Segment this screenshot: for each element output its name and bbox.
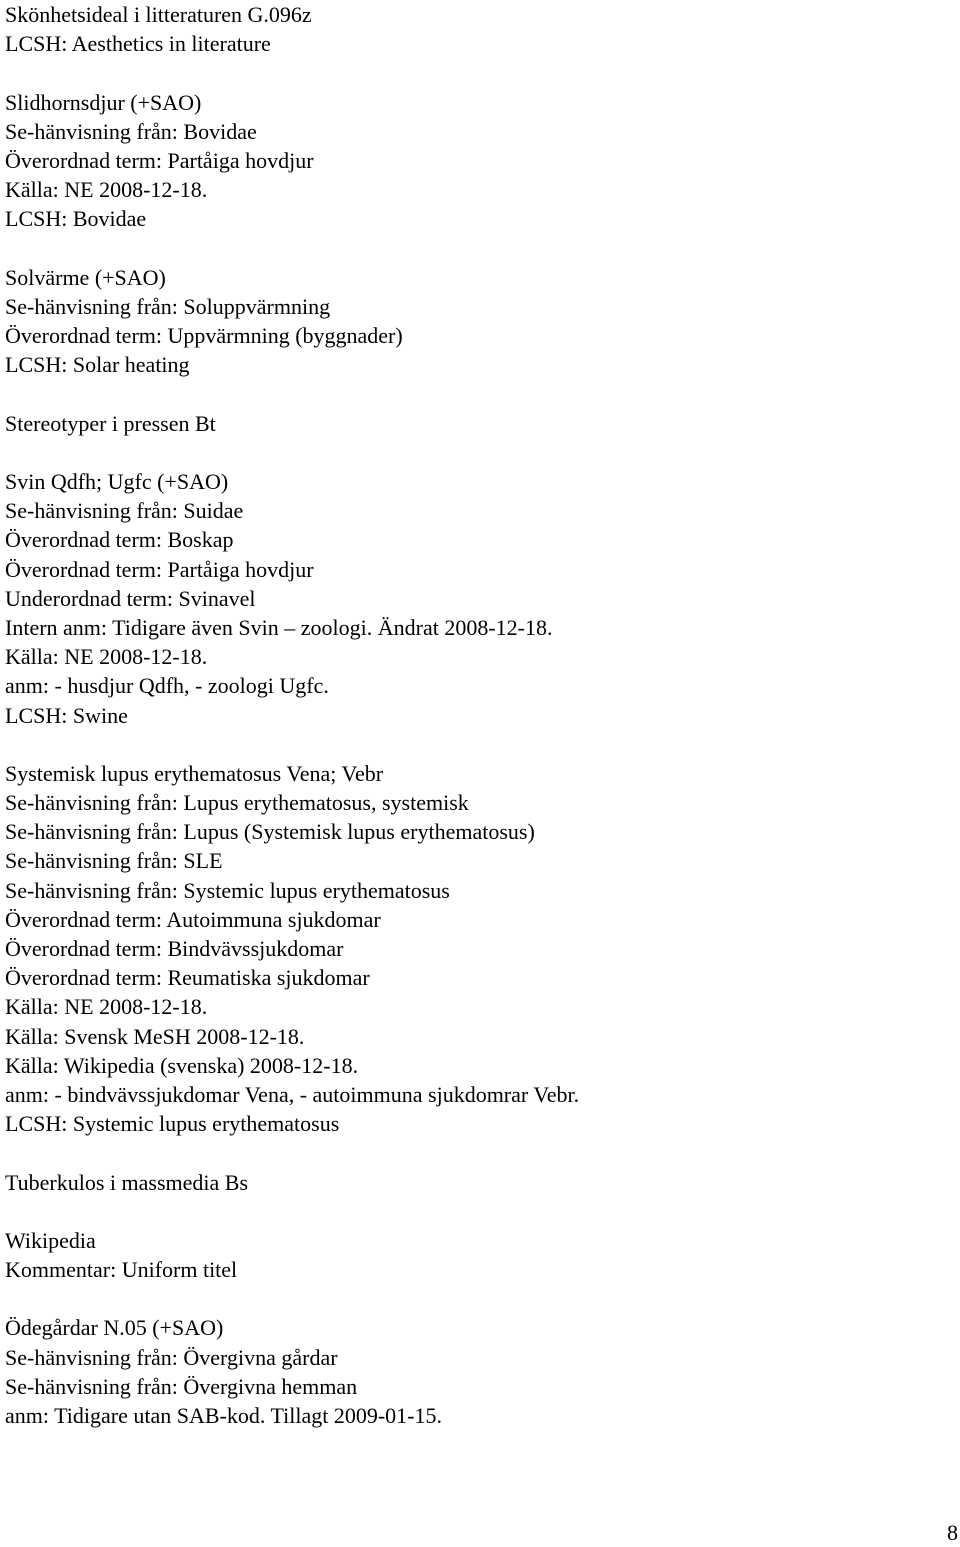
entry-svin <box>5 467 945 730</box>
entry-solvarme <box>5 263 945 380</box>
entry-heading: Svin Qdfh; Ugfc (+SAO) <box>5 469 229 494</box>
entry-line: Överordnad term: Partåiga hovdjur <box>5 556 314 582</box>
entry-odegardar <box>5 1313 945 1430</box>
entry-line: Källa: NE 2008-12-18. <box>5 177 208 203</box>
entry-systemisk-lupus <box>5 759 945 1138</box>
entry-heading: Slidhornsdjur (+SAO) <box>5 89 202 115</box>
entry-line: Källa: NE 2008-12-18. <box>5 644 208 670</box>
entry-line: LCSH: Systemic lupus erythematosus <box>5 1111 340 1137</box>
entry-heading: Tuberkulos i massmedia Bs <box>5 1169 249 1195</box>
entry-line: Underordnad term: Svinavel <box>5 585 256 611</box>
entry-stereotyper <box>5 409 945 438</box>
entry-line: Se-hänvisning från: Övergivna gårdar <box>5 1344 338 1370</box>
entry-line: LCSH: Bovidae <box>5 206 147 232</box>
entry-line: Se-hänvisning från: SLE <box>5 848 223 874</box>
entry-line: Källa: Wikipedia (svenska) 2008-12-18. <box>5 1052 359 1078</box>
entry-line: Kommentar: Uniform titel <box>5 1257 238 1283</box>
entry-line: LCSH: Aesthetics in literature <box>5 31 271 57</box>
entry-line: anm: - bindvävssjukdomar Vena, - autoimmuna sjukdomrar Vebr. <box>5 1081 580 1107</box>
entry-line: Se-hänvisning från: Soluppvärmning <box>5 293 331 319</box>
entry-tuberkulos <box>5 1168 945 1197</box>
entry-line: Se-hänvisning från: Lupus erythematosus, systemisk <box>5 790 469 816</box>
entry-line: Se-hänvisning från: Lupus (Systemisk lupus erythematosus) <box>5 819 535 845</box>
entry-wikipedia <box>5 1226 945 1284</box>
entry-line: LCSH: Solar heating <box>5 352 190 378</box>
entry-line: Överordnad term: Partåiga hovdjur <box>5 147 314 173</box>
entry-line: Överordnad term: Bindvävssjukdomar <box>5 936 344 961</box>
entry-heading: Systemisk lupus erythematosus Vena; Vebr <box>5 760 384 786</box>
page-number: 8 <box>947 1520 958 1545</box>
entry-line: Överordnad term: Uppvärmning (byggnader) <box>5 323 403 349</box>
entry-line: Se-hänvisning från: Övergivna hemman <box>5 1373 358 1399</box>
entry-heading: Stereotyper i pressen Bt <box>5 410 216 436</box>
entry-line: LCSH: Swine <box>5 702 128 728</box>
entry-line: Överordnad term: Boskap <box>5 527 234 553</box>
entry-line: Se-hänvisning från: Systemic lupus erythematosus <box>5 877 450 903</box>
entry-line: Källa: NE 2008-12-18. <box>5 994 208 1020</box>
entry-skonhetsideal <box>5 0 945 58</box>
entry-line: Se-hänvisning från: Bovidae <box>5 118 257 144</box>
entry-line: Överordnad term: Autoimmuna sjukdomar <box>5 906 381 932</box>
entry-heading: Solvärme (+SAO) <box>5 264 166 290</box>
document-body <box>5 0 945 1459</box>
entry-line: Källa: Svensk MeSH 2008-12-18. <box>5 1023 305 1049</box>
entry-line: Intern anm: Tidigare även Svin – zoologi. Ändrat 2008-12-18. <box>5 614 553 640</box>
entry-line: Se-hänvisning från: Suidae <box>5 498 244 524</box>
entry-slidhornsdjur <box>5 88 945 234</box>
entry-heading: Wikipedia <box>5 1227 96 1253</box>
entry-line: anm: Tidigare utan SAB-kod. Tillagt 2009-01-15. <box>5 1403 442 1428</box>
entry-heading: Ödegårdar N.05 (+SAO) <box>5 1315 224 1341</box>
entry-line: Överordnad term: Reumatiska sjukdomar <box>5 965 370 991</box>
entry-line: anm: - husdjur Qdfh, - zoologi Ugfc. <box>5 673 329 699</box>
entry-heading: Skönhetsideal i litteraturen G.096z <box>5 2 312 27</box>
